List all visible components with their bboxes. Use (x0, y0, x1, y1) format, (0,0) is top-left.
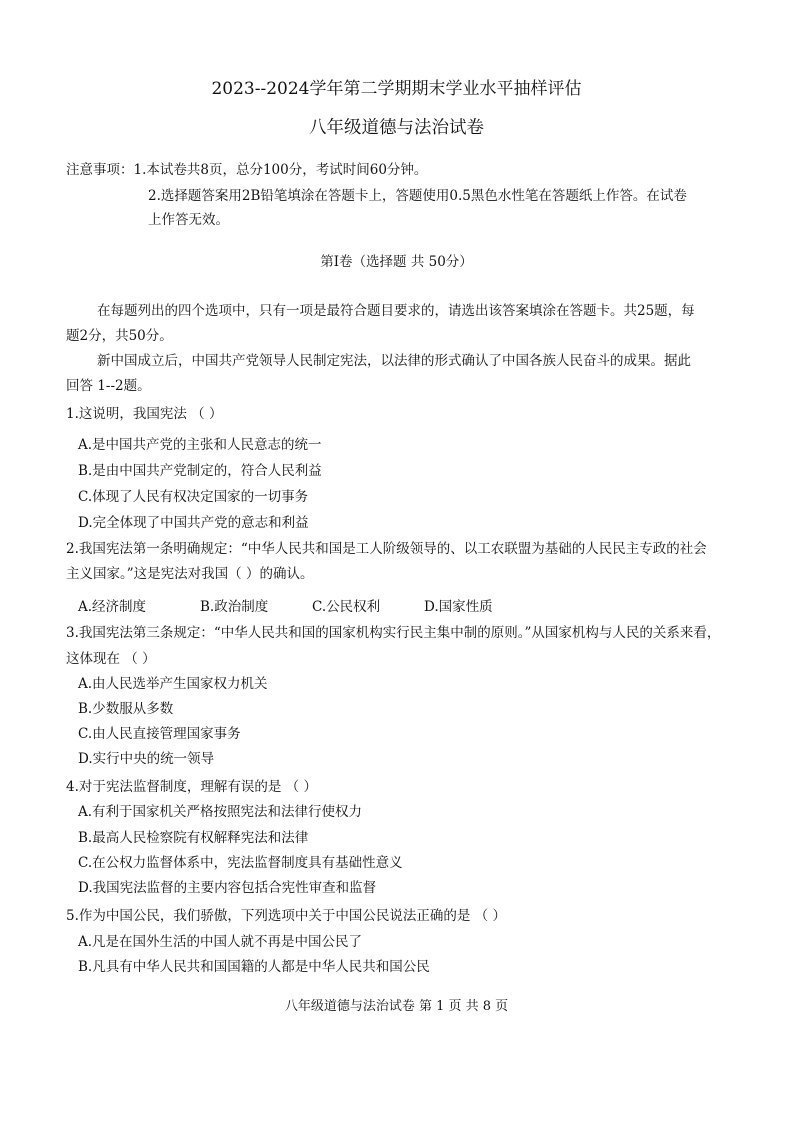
question-5-stem: 5.作为中国公民，我们骄傲，下列选项中关于中国公民说法正确的是 （ ） (66, 908, 506, 924)
question-2-option-b: B.政治制度 (200, 599, 269, 615)
question-4-option-b: B.最高人民检察院有权解释宪法和法律 (78, 830, 309, 846)
question-3-stem-line2: 这体现在 （ ） (66, 651, 156, 667)
notes-line2: 2.选择题答案用2B铅笔填涂在答题卡上，答题使用0.5黑色水性笔在答题纸上作答。在试卷 (148, 188, 687, 204)
question-1-option-d: D.完全体现了中国共产党的意志和利益 (78, 515, 309, 531)
question-4-option-a: A.有利于国家机关严格按照宪法和法律行使权力 (78, 804, 363, 820)
instruction-line2: 题2分，共50分。 (66, 328, 173, 344)
question-1-option-b: B.是由中国共产党制定的，符合人民利益 (78, 463, 322, 479)
question-4-stem: 4.对于宪法监督制度，理解有误的是 （ ） (66, 779, 317, 795)
page-footer: 八年级道德与法治试卷 第 1 页 共 8 页 (284, 999, 509, 1014)
question-5-option-a: A.凡是在国外生活的中国人就不再是中国公民了 (78, 934, 363, 950)
context-line2: 回答 1--2题。 (66, 378, 151, 394)
question-3-option-c: C.由人民直接管理国家事务 (78, 726, 241, 742)
question-1-stem: 1.这说明，我国宪法 （ ） (66, 406, 223, 422)
question-4-option-c: C.在公权力监督体系中，宪法监督制度具有基础性意义 (78, 855, 403, 871)
question-2-stem-line1: 2.我国宪法第一条明确规定：“中华人民共和国是工人阶级领导的、以工农联盟为基础的人民民主专政的社会 (66, 541, 707, 557)
question-2-option-d: D.国家性质 (424, 599, 493, 615)
question-3-stem-line1: 3.我国宪法第三条规定：“中华人民共和国的国家机构实行民主集中制的原则。”从国家机构与人民的关系来看， (66, 625, 721, 641)
question-1-option-c: C.体现了人民有权决定国家的一切事务 (78, 489, 309, 505)
question-1-option-a: A.是中国共产党的主张和人民意志的统一 (78, 437, 322, 453)
context-line1: 新中国成立后，中国共产党领导人民制定宪法，以法律的形式确认了中国各族人民奋斗的成果。据此 (97, 353, 691, 369)
question-2-stem-line2: 主义国家。”这是宪法对我国（ ）的确认。 (66, 566, 314, 582)
section-title: 第Ⅰ卷（选择题 共 50分） (320, 254, 473, 270)
exam-title-line1: 2023--2024学年第二学期期末学业水平抽样评估 (211, 79, 582, 99)
question-4-option-d: D.我国宪法监督的主要内容包括合宪性审查和监督 (78, 880, 377, 896)
question-3-option-a: A.由人民选举产生国家权力机关 (78, 676, 268, 692)
notes-line1: 注意事项：1.本试卷共8页，总分100分，考试时间60分钟。 (66, 162, 428, 178)
question-2-option-a: A.经济制度 (78, 599, 147, 615)
instruction-line1: 在每题列出的四个选项中，只有一项是最符合题目要求的，请选出该答案填涂在答题卡。共25题，每 (97, 303, 695, 319)
question-3-option-d: D.实行中央的统一领导 (78, 751, 215, 767)
notes-line3: 上作答无效。 (148, 212, 229, 228)
question-5-option-b: B.凡具有中华人民共和国国籍的人都是中华人民共和国公民 (78, 959, 430, 975)
question-2-option-c: C.公民权利 (312, 599, 381, 615)
question-3-option-b: B.少数服从多数 (78, 701, 174, 717)
exam-title-line2: 八年级道德与法治试卷 (309, 118, 484, 138)
